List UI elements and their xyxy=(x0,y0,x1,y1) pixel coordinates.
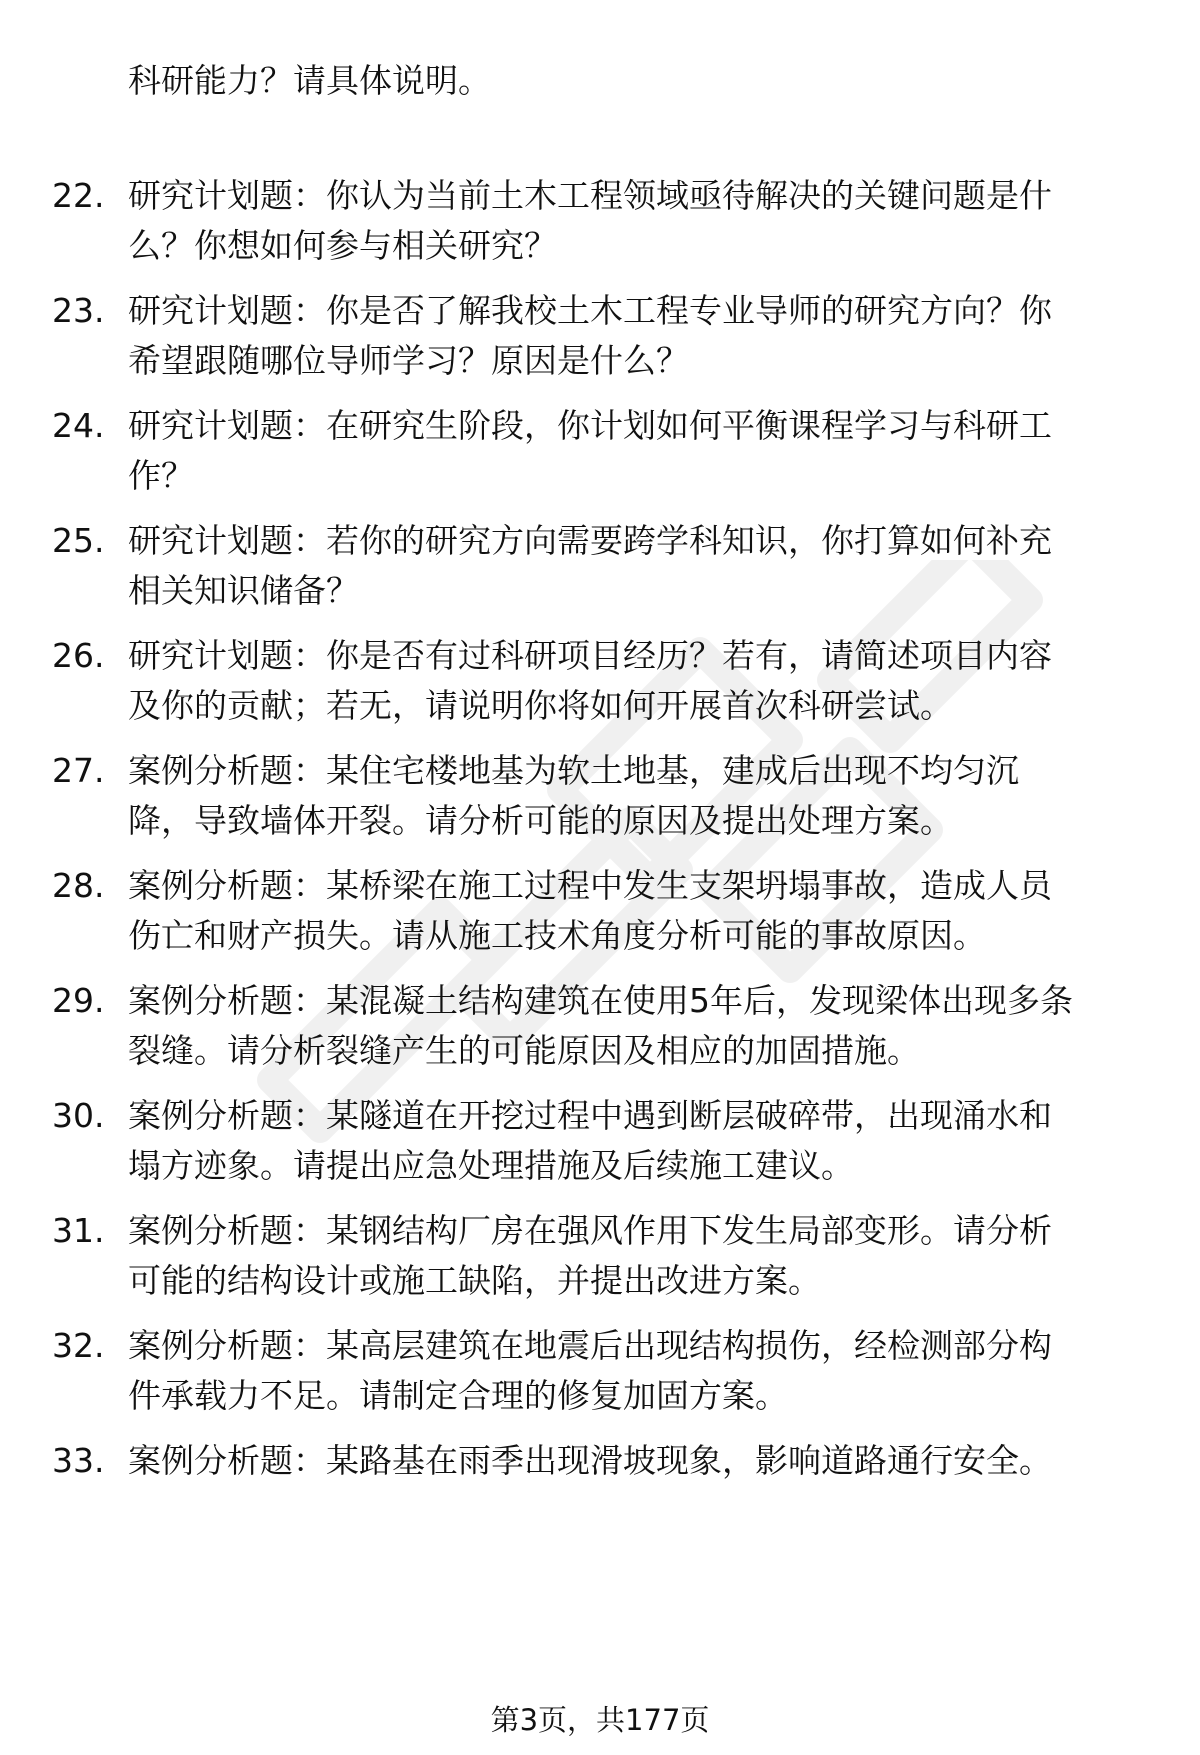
item-line: 裂缝。请分析裂缝产生的可能原因及相应的加固措施。 xyxy=(128,1031,920,1070)
item-line: 作？ xyxy=(128,456,194,495)
list-item xyxy=(0,1321,1200,1431)
item-line: 研究计划题：你是否了解我校土木工程专业导师的研究方向？你 xyxy=(128,291,1052,330)
item-line: 案例分析题：某隧道在开挖过程中遇到断层破碎带，出现涌水和 xyxy=(128,1096,1052,1135)
item-number: 30. xyxy=(52,1096,105,1135)
list-item xyxy=(0,1206,1200,1316)
item-text xyxy=(128,631,1158,731)
item-line: 研究计划题：在研究生阶段，你计划如何平衡课程学习与科研工 xyxy=(128,406,1052,445)
item-line: 研究计划题：若你的研究方向需要跨学科知识，你打算如何补充 xyxy=(128,521,1052,560)
item-line: 及你的贡献；若无，请说明你将如何开展首次科研尝试。 xyxy=(128,686,953,725)
list-item xyxy=(0,1091,1200,1201)
item-line: 件承载力不足。请制定合理的修复加固方案。 xyxy=(128,1376,788,1415)
item-line: 案例分析题：某钢结构厂房在强风作用下发生局部变形。请分析 xyxy=(128,1211,1052,1250)
item-number: 25. xyxy=(52,521,105,560)
item-line: 相关知识储备？ xyxy=(128,571,359,610)
list-item xyxy=(0,516,1200,626)
item-text xyxy=(128,1206,1158,1306)
item-text xyxy=(128,171,1158,271)
list-item xyxy=(0,746,1200,856)
list-item xyxy=(0,861,1200,971)
item-text xyxy=(128,976,1158,1076)
item-number: 26. xyxy=(52,636,105,675)
item-line: 研究计划题：你是否有过科研项目经历？若有，请简述项目内容 xyxy=(128,636,1052,675)
item-text xyxy=(128,1321,1158,1421)
item-number: 29. xyxy=(52,981,105,1020)
item-line: 降，导致墙体开裂。请分析可能的原因及提出处理方案。 xyxy=(128,801,953,840)
item-text xyxy=(128,1436,1158,1486)
item-text xyxy=(128,861,1158,961)
item-line: 可能的结构设计或施工缺陷，并提出改进方案。 xyxy=(128,1261,821,1300)
item-number: 24. xyxy=(52,406,105,445)
item-number: 33. xyxy=(52,1441,105,1480)
list-item xyxy=(0,171,1200,281)
continuation-text: 科研能力？请具体说明。 xyxy=(128,61,491,100)
item-line: 案例分析题：某高层建筑在地震后出现结构损伤，经检测部分构 xyxy=(128,1326,1052,1365)
item-text xyxy=(128,746,1158,846)
item-line: 案例分析题：某混凝土结构建筑在使用5年后，发现梁体出现多条 xyxy=(128,981,1073,1020)
list-item xyxy=(0,976,1200,1086)
item-text xyxy=(128,401,1158,501)
item-text xyxy=(128,286,1158,386)
item-line: 么？你想如何参与相关研究？ xyxy=(128,226,557,265)
item-text xyxy=(128,1091,1158,1191)
item-line: 研究计划题：你认为当前土木工程领域亟待解决的关键问题是什 xyxy=(128,176,1052,215)
list-item xyxy=(0,1436,1200,1546)
item-number: 27. xyxy=(52,751,105,790)
item-number: 22. xyxy=(52,176,105,215)
item-line: 案例分析题：某住宅楼地基为软土地基，建成后出现不均匀沉 xyxy=(128,751,1019,790)
item-number: 23. xyxy=(52,291,105,330)
item-number: 28. xyxy=(52,866,105,905)
item-line: 希望跟随哪位导师学习？原因是什么？ xyxy=(128,341,689,380)
item-number: 31. xyxy=(52,1211,105,1250)
item-line: 塌方迹象。请提出应急处理措施及后续施工建议。 xyxy=(128,1146,854,1185)
item-line: 伤亡和财产损失。请从施工技术角度分析可能的事故原因。 xyxy=(128,916,986,955)
list-item xyxy=(0,631,1200,741)
list-item xyxy=(0,401,1200,511)
item-line: 案例分析题：某桥梁在施工过程中发生支架坍塌事故，造成人员 xyxy=(128,866,1052,905)
item-number: 32. xyxy=(52,1326,105,1365)
item-text xyxy=(128,516,1158,616)
page-number-footer: 第3页，共177页 xyxy=(490,1703,710,1737)
item-line: 案例分析题：某路基在雨季出现滑坡现象，影响道路通行安全。 xyxy=(128,1441,1052,1480)
list-item xyxy=(0,286,1200,396)
